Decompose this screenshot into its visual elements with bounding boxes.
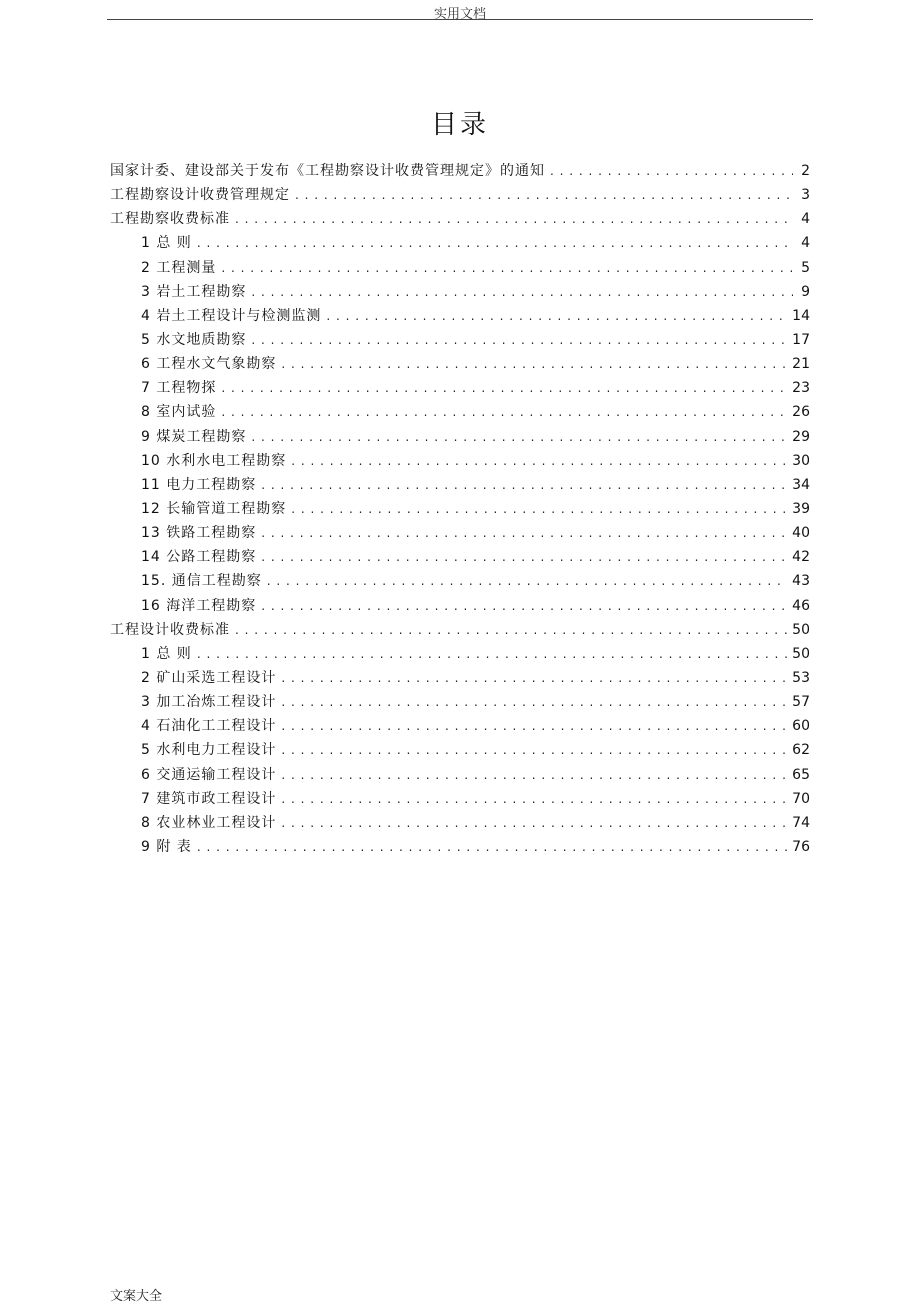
toc-entry[interactable] xyxy=(110,666,810,690)
toc-entry-title: 8 农业林业工程设计 xyxy=(141,814,277,831)
toc-entry-title: 15. 通信工程勘察 xyxy=(141,573,262,590)
toc-entry[interactable] xyxy=(110,618,810,642)
toc-entry-title: 2 矿山采选工程设计 xyxy=(141,669,277,686)
toc-entry-page-number: 4 xyxy=(801,235,810,252)
toc-entry-title: 6 交通运输工程设计 xyxy=(141,766,277,783)
toc-entry-page-number: 43 xyxy=(792,573,810,590)
toc-dot-leader xyxy=(221,400,787,424)
toc-entry[interactable] xyxy=(110,835,810,859)
toc-entry-page-number: 46 xyxy=(792,597,810,614)
toc-dot-leader xyxy=(550,159,793,183)
toc-entry-page-number: 70 xyxy=(792,790,810,807)
toc-entry[interactable] xyxy=(110,787,810,811)
toc-entry-title: 4 岩土工程设计与检测监测 xyxy=(141,307,322,324)
toc-dot-leader xyxy=(281,763,787,787)
toc-dot-leader xyxy=(251,280,793,304)
toc-dot-leader xyxy=(261,521,787,545)
toc-dot-leader xyxy=(281,352,787,376)
toc-entry-title: 工程设计收费标准 xyxy=(110,621,230,638)
toc-entry[interactable] xyxy=(110,376,810,400)
toc-entry-title: 工程勘察设计收费管理规定 xyxy=(110,187,290,204)
toc-entry-title: 4 石油化工工程设计 xyxy=(141,718,277,735)
toc-entry[interactable] xyxy=(110,231,810,255)
toc-entry[interactable] xyxy=(110,183,810,207)
toc-entry-page-number: 17 xyxy=(792,331,810,348)
toc-dot-leader xyxy=(281,811,787,835)
toc-dot-leader xyxy=(197,835,787,859)
toc-entry-title: 5 水利电力工程设计 xyxy=(141,742,277,759)
toc-entry-title: 5 水文地质勘察 xyxy=(141,331,247,348)
toc-dot-leader xyxy=(197,231,793,255)
toc-dot-leader xyxy=(267,569,787,593)
toc-entry-page-number: 39 xyxy=(792,500,810,517)
toc-entry-title: 9 附 表 xyxy=(141,838,192,855)
toc-dot-leader xyxy=(295,183,793,207)
toc-entry-page-number: 50 xyxy=(792,621,810,638)
toc-entry[interactable] xyxy=(110,473,810,497)
toc-entry[interactable] xyxy=(110,425,810,449)
toc-entry-title: 6 工程水文气象勘察 xyxy=(141,356,277,373)
toc-dot-leader xyxy=(235,618,787,642)
toc-entry[interactable] xyxy=(110,207,810,231)
toc-entry-page-number: 3 xyxy=(801,187,810,204)
toc-dot-leader xyxy=(291,449,787,473)
toc-entry-page-number: 21 xyxy=(792,356,810,373)
toc-entry-title: 10 水利水电工程勘察 xyxy=(141,452,287,469)
toc-entry[interactable] xyxy=(110,738,810,762)
toc-entry-title: 2 工程测量 xyxy=(141,259,217,276)
toc-entry-page-number: 74 xyxy=(792,814,810,831)
toc-entry-page-number: 23 xyxy=(792,380,810,397)
toc-entry-title: 7 工程物探 xyxy=(141,380,217,397)
toc-entry-title: 1 总 则 xyxy=(141,645,192,662)
toc-entry-page-number: 42 xyxy=(792,549,810,566)
toc-entry-title: 3 加工冶炼工程设计 xyxy=(141,694,277,711)
toc-entry[interactable] xyxy=(110,400,810,424)
page-footer: 文案大全 xyxy=(110,1289,163,1304)
table-of-contents xyxy=(110,159,810,859)
toc-entry-title: 工程勘察收费标准 xyxy=(110,211,230,228)
toc-entry-page-number: 40 xyxy=(792,525,810,542)
toc-entry-page-number: 34 xyxy=(792,476,810,493)
toc-entry-title: 8 室内试验 xyxy=(141,404,217,421)
toc-dot-leader xyxy=(261,594,787,618)
toc-entry-title: 16 海洋工程勘察 xyxy=(141,597,257,614)
toc-entry[interactable] xyxy=(110,304,810,328)
toc-entry-page-number: 5 xyxy=(801,259,810,276)
toc-dot-leader xyxy=(281,738,787,762)
toc-dot-leader xyxy=(251,328,787,352)
toc-entry[interactable] xyxy=(110,690,810,714)
toc-entry[interactable] xyxy=(110,497,810,521)
toc-entry-title: 12 长输管道工程勘察 xyxy=(141,500,287,517)
toc-entry[interactable] xyxy=(110,642,810,666)
toc-dot-leader xyxy=(281,714,787,738)
toc-entry-title: 9 煤炭工程勘察 xyxy=(141,428,247,445)
toc-entry-page-number: 29 xyxy=(792,428,810,445)
toc-entry[interactable] xyxy=(110,714,810,738)
toc-entry[interactable] xyxy=(110,159,810,183)
toc-dot-leader xyxy=(235,207,793,231)
toc-dot-leader xyxy=(221,256,793,280)
toc-entry-title: 3 岩土工程勘察 xyxy=(141,283,247,300)
toc-entry-page-number: 9 xyxy=(801,283,810,300)
toc-entry-page-number: 14 xyxy=(792,307,810,324)
toc-entry[interactable] xyxy=(110,328,810,352)
toc-entry-page-number: 65 xyxy=(792,766,810,783)
toc-entry[interactable] xyxy=(110,594,810,618)
toc-dot-leader xyxy=(326,304,787,328)
toc-entry-page-number: 2 xyxy=(801,163,810,179)
toc-entry-page-number: 76 xyxy=(792,838,810,855)
toc-entry[interactable] xyxy=(110,521,810,545)
toc-dot-leader xyxy=(291,497,787,521)
toc-dot-leader xyxy=(281,787,787,811)
toc-entry-page-number: 50 xyxy=(792,645,810,662)
toc-entry-page-number: 60 xyxy=(792,718,810,735)
toc-dot-leader xyxy=(261,545,787,569)
toc-entry[interactable] xyxy=(110,545,810,569)
toc-entry[interactable] xyxy=(110,352,810,376)
toc-entry[interactable] xyxy=(110,569,810,593)
toc-entry-page-number: 26 xyxy=(792,404,810,421)
toc-entry-title: 国家计委、建设部关于发布《工程勘察设计收费管理规定》的通知 xyxy=(110,163,545,179)
toc-dot-leader xyxy=(197,642,787,666)
toc-dot-leader xyxy=(281,690,787,714)
toc-entry-title: 7 建筑市政工程设计 xyxy=(141,790,277,807)
toc-entry[interactable] xyxy=(110,811,810,835)
toc-entry[interactable] xyxy=(110,280,810,304)
toc-entry-title: 13 铁路工程勘察 xyxy=(141,525,257,542)
toc-title: 目录 xyxy=(430,110,489,140)
toc-entry-title: 14 公路工程勘察 xyxy=(141,549,257,566)
toc-dot-leader xyxy=(251,425,787,449)
toc-entry[interactable] xyxy=(110,763,810,787)
toc-dot-leader xyxy=(221,376,787,400)
toc-entry-page-number: 53 xyxy=(792,669,810,686)
header-divider xyxy=(107,19,813,20)
page-header: 实用文档 xyxy=(433,7,486,22)
toc-entry[interactable] xyxy=(110,449,810,473)
toc-entry-page-number: 62 xyxy=(792,742,810,759)
toc-dot-leader xyxy=(281,666,787,690)
toc-entry[interactable] xyxy=(110,256,810,280)
toc-entry-page-number: 30 xyxy=(792,452,810,469)
toc-entry-title: 1 总 则 xyxy=(141,235,192,252)
toc-entry-page-number: 57 xyxy=(792,694,810,711)
toc-entry-title: 11 电力工程勘察 xyxy=(141,476,257,493)
toc-entry-page-number: 4 xyxy=(801,211,810,228)
toc-dot-leader xyxy=(261,473,787,497)
